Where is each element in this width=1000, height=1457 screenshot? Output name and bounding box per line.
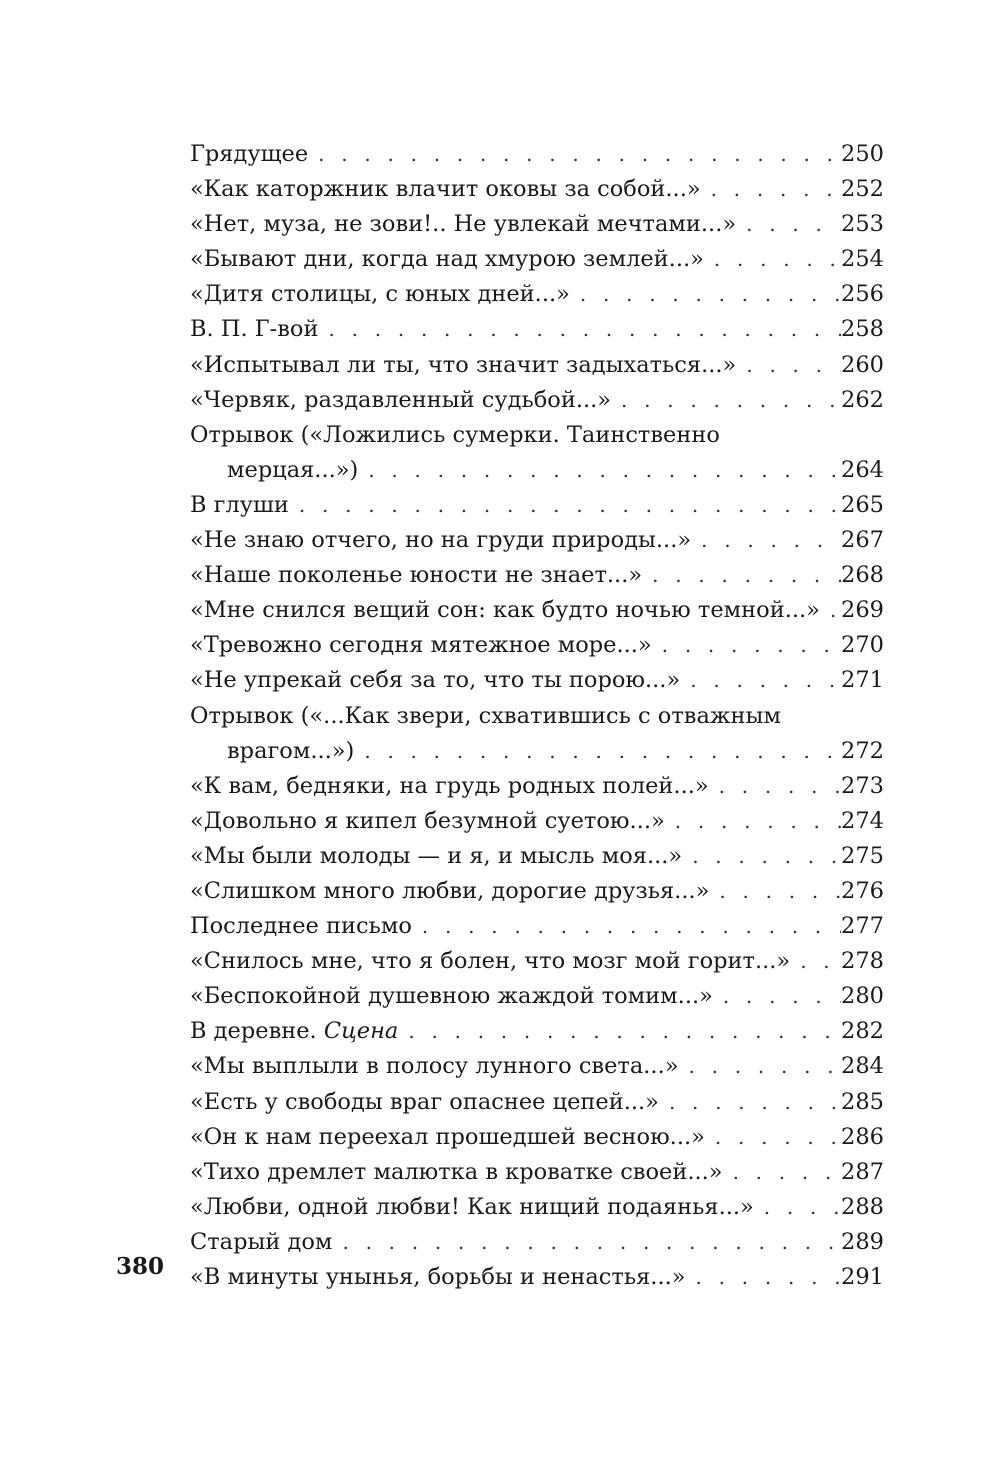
toc-entry-page: 274 [841, 807, 884, 834]
toc-entry-title-text: «Не знаю отчего, но на груди природы...» [190, 527, 692, 554]
toc-entry-page: 287 [841, 1158, 884, 1185]
dot-leader [611, 383, 841, 418]
toc-entry-page: 286 [841, 1123, 884, 1150]
toc-entry-title-text: «Тревожно сегодня мятежное море...» [190, 632, 652, 659]
toc-entry-title-text: «Червяк, раздавленный судьбой...» [190, 386, 612, 413]
dot-leader [289, 488, 841, 523]
toc-entry [190, 172, 884, 207]
toc-entry-title-text: «Не упрекай себя за то, что ты порою...» [190, 667, 681, 694]
toc-entry-title-text: «Как каторжник влачит оковы за собой...» [190, 176, 701, 203]
toc-entry-title-text: «Испытывал ли ты, что значит задыхаться...» [190, 351, 737, 378]
toc-entry [190, 734, 884, 769]
dot-leader [642, 558, 841, 593]
toc-entry [190, 523, 884, 558]
dot-leader [754, 1190, 841, 1225]
toc-entry-title [190, 979, 713, 1014]
toc-entry [190, 1225, 884, 1260]
toc-entry-page: 270 [841, 632, 884, 659]
toc-entry [190, 383, 884, 418]
page-number: 380 [116, 1253, 165, 1280]
toc-entry-title [190, 348, 736, 383]
dot-leader [354, 734, 841, 769]
toc-entry-page: 273 [841, 772, 884, 799]
dot-leader [709, 874, 841, 909]
toc-entry-title-text: В деревне. [190, 1018, 317, 1045]
dot-leader [691, 523, 841, 558]
dot-leader [652, 628, 841, 663]
dot-leader [704, 242, 841, 277]
toc-entry-page: 256 [841, 281, 884, 308]
dot-leader [398, 1014, 841, 1049]
toc-entry-title: Отрывок («Ложились сумерки. Таинственно [190, 421, 720, 448]
dot-leader [736, 207, 841, 242]
toc-entry-page: 264 [841, 456, 884, 483]
toc-entry-title [190, 1155, 723, 1190]
toc-entry [190, 839, 884, 874]
dot-leader [308, 137, 841, 172]
dot-leader [705, 1120, 841, 1155]
toc-entry-title-text: «К вам, бедняки, на грудь родных полей...» [190, 772, 709, 799]
toc-entry [190, 769, 884, 804]
toc-entry-page: 254 [841, 246, 884, 273]
toc-entry-title-continuation: мерцая...») [227, 456, 359, 483]
dot-leader [682, 839, 841, 874]
toc-entry-title-text: В глуши [190, 491, 289, 518]
toc-entry-title [190, 383, 611, 418]
toc-entry-title [190, 909, 412, 944]
toc-entry-title-text: «Беспокойной душевною жаждой томим...» [190, 983, 713, 1010]
toc-entry-title-text: «Бывают дни, когда над хмурою землей...» [190, 246, 704, 273]
dot-leader [709, 769, 841, 804]
toc-entry-title [190, 1260, 686, 1295]
toc-entry-page: 262 [841, 386, 884, 413]
toc-entry-title-text: Последнее письмо [190, 913, 412, 940]
toc-entry [190, 137, 884, 172]
toc-entry-page: 278 [841, 948, 884, 975]
toc-entry-title-text: «Мы выплыли в полосу лунного света...» [190, 1053, 679, 1080]
toc-entry-title [190, 1190, 754, 1225]
toc-entry-title [190, 1014, 398, 1049]
dot-leader [318, 312, 841, 347]
toc-entry-title-continuation: врагом...») [227, 737, 355, 764]
toc-entry-title: Отрывок («...Как звери, схватившись с отважным [190, 702, 781, 729]
toc-entry-page: 272 [841, 737, 884, 764]
toc-entry-title-text: «Мы были молоды — и я, и мысль моя...» [190, 842, 683, 869]
toc-entry-page: 284 [841, 1053, 884, 1080]
dot-leader [332, 1225, 841, 1260]
toc-entry-page: 275 [841, 842, 884, 869]
toc-entry-page: 258 [841, 316, 884, 343]
toc-entry-title [190, 207, 736, 242]
toc-entry-title [190, 593, 820, 628]
toc-entry [190, 663, 884, 698]
toc-entry-title [190, 769, 709, 804]
dot-leader [686, 1260, 842, 1295]
toc-entry-page: 267 [841, 527, 884, 554]
toc-entry [190, 944, 884, 979]
toc-entry-page: 288 [841, 1193, 884, 1220]
toc-entry-title-text: Грядущее [190, 141, 309, 167]
toc-entry-title [190, 1049, 679, 1084]
toc-entry-page: 268 [841, 562, 884, 589]
dot-leader [680, 663, 841, 698]
toc-entry [190, 909, 884, 944]
toc-entry-title [190, 172, 701, 207]
toc-entry-title-text: «Тихо дремлет малютка в кроватке своей...» [190, 1158, 723, 1185]
toc-entry-title-text: Старый дом [190, 1228, 333, 1255]
toc-entry [190, 488, 884, 523]
toc-entry-page: 291 [841, 1264, 884, 1290]
toc-entry-title [190, 839, 682, 874]
table-of-contents [190, 137, 884, 1295]
toc-entry-title [190, 523, 691, 558]
toc-entry [190, 1049, 884, 1084]
toc-entry [190, 628, 884, 663]
toc-entry [190, 979, 884, 1014]
toc-entry-page: 285 [841, 1088, 884, 1115]
toc-entry [190, 312, 884, 347]
toc-entry [190, 1120, 884, 1155]
toc-entry-title-line [190, 418, 884, 453]
toc-entry-title-text: «Мне снился вещий сон: как будто ночью темной...» [190, 597, 820, 624]
toc-entry-title [190, 1225, 332, 1260]
toc-entry-title-text: «Дитя столицы, с юных дней...» [190, 281, 570, 308]
dot-leader [820, 593, 841, 628]
toc-entry-title-text: «Снилось мне, что я болен, что мозг мой горит...» [190, 948, 791, 975]
toc-entry-page: 252 [841, 176, 884, 203]
toc-entry-title-text: «Любви, одной любви! Как нищий подаянья...» [190, 1193, 754, 1220]
toc-entry-title [190, 663, 680, 698]
toc-entry-title [190, 558, 642, 593]
toc-entry-page: 289 [841, 1228, 884, 1255]
toc-entry-page: 282 [841, 1018, 884, 1045]
toc-entry-title-line [190, 699, 884, 734]
dot-leader [736, 348, 841, 383]
dot-leader [665, 804, 841, 839]
toc-entry [190, 348, 884, 383]
dot-leader [358, 453, 841, 488]
toc-entry-title [190, 137, 308, 172]
toc-entry-page: 277 [841, 913, 884, 940]
toc-entry [190, 453, 884, 488]
toc-entry-page: 276 [841, 877, 884, 904]
dot-leader [701, 172, 841, 207]
toc-entry-page: 269 [841, 597, 884, 624]
dot-leader [723, 1155, 841, 1190]
dot-leader [570, 277, 841, 312]
toc-entry-title-text: «В минуты унынья, борьбы и ненастья...» [190, 1264, 686, 1290]
toc-entry-genre: Сцена [323, 1018, 399, 1045]
toc-entry-page: 253 [841, 211, 884, 238]
toc-entry [190, 558, 884, 593]
toc-entry-title-text: «Нет, муза, не зови!.. Не увлекай мечтами...» [190, 211, 737, 238]
toc-entry-title [190, 277, 570, 312]
toc-entry [190, 1014, 884, 1049]
toc-entry-title [190, 1120, 705, 1155]
toc-entry-title [190, 488, 289, 523]
toc-entry-title [190, 242, 704, 277]
toc-entry [190, 1085, 884, 1120]
dot-leader [790, 944, 841, 979]
toc-entry-title [190, 628, 652, 663]
toc-entry-title-text: «Наше поколенье юности не знает...» [190, 562, 643, 589]
toc-entry-title [190, 312, 318, 347]
dot-leader [659, 1085, 841, 1120]
toc-entry [190, 207, 884, 242]
toc-entry-page: 250 [841, 141, 884, 167]
toc-entry-title-text: «Есть у свободы враг опаснее цепей...» [190, 1088, 659, 1115]
dot-leader [713, 979, 841, 1014]
toc-entry-title [190, 944, 790, 979]
toc-entry [190, 242, 884, 277]
toc-entry-title-text: «Он к нам переехал прошедшей весною...» [190, 1123, 705, 1150]
toc-entry-title-text: «Довольно я кипел безумной суетою...» [190, 807, 665, 834]
toc-entry [190, 1155, 884, 1190]
toc-entry [190, 804, 884, 839]
toc-entry-page: 280 [841, 983, 884, 1010]
toc-entry-page: 260 [841, 351, 884, 378]
toc-entry [190, 1260, 884, 1295]
toc-entry-page: 265 [841, 491, 884, 518]
toc-entry [190, 874, 884, 909]
toc-entry-title [190, 1085, 659, 1120]
toc-entry-title [190, 874, 709, 909]
toc-entry [190, 277, 884, 312]
toc-entry-page: 271 [841, 667, 884, 694]
dot-leader [679, 1049, 842, 1084]
dot-leader [412, 909, 841, 944]
toc-entry [190, 593, 884, 628]
toc-entry-title-text: «Слишком много любви, дорогие друзья...» [190, 877, 710, 904]
toc-entry-title-text: В. П. Г-вой [190, 316, 319, 343]
toc-entry-title [190, 804, 665, 839]
toc-entry [190, 1190, 884, 1225]
